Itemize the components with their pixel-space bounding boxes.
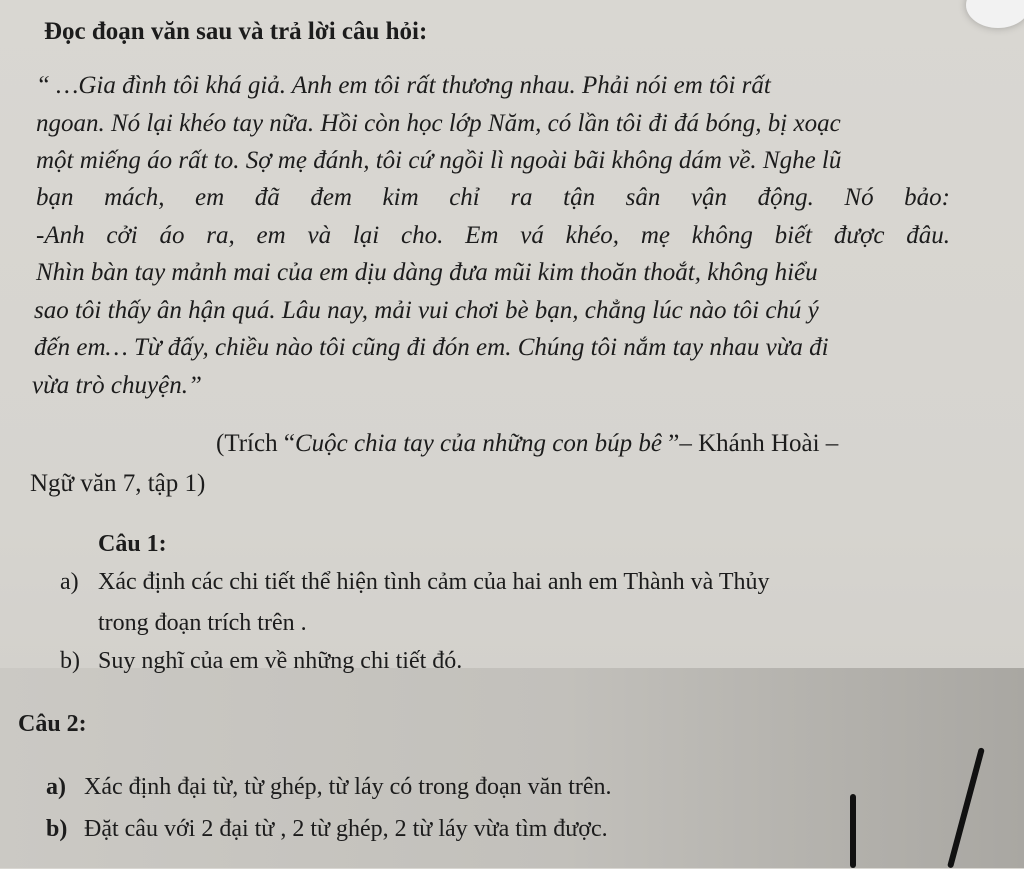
citation-line-2: Ngữ văn 7, tập 1) (30, 470, 206, 497)
passage-line-9: vừa trò chuyện.” (32, 372, 202, 399)
photo-corner-glare (966, 0, 1024, 28)
question-1a-continued: trong đoạn trích trên . (98, 610, 307, 636)
citation-prefix: (Trích “ (216, 430, 295, 457)
instruction-heading: Đọc đoạn văn sau và trả lời câu hỏi: (44, 18, 428, 45)
question-1a-label: a) (60, 569, 79, 595)
question-1-title: Câu 1: (98, 531, 167, 557)
question-1b-text: Suy nghĩ của em về những chi tiết đó. (98, 648, 463, 674)
question-1b-label: b) (60, 648, 80, 674)
question-1a (60, 569, 770, 596)
question-2a-text: Xác định đại từ, từ ghép, từ láy có trong đoạn văn trên. (84, 774, 612, 800)
passage-line-2: ngoan. Nó lại khéo tay nữa. Hồi còn học lớp Năm, có lần tôi đi đá bóng, bị xoạc (36, 110, 841, 137)
question-2a (46, 774, 612, 801)
pen-mark-vertical (850, 794, 856, 868)
question-1a-text: Xác định các chi tiết thể hiện tình cảm của hai anh em Thành và Thủy (98, 569, 770, 595)
question-2-title: Câu 2: (18, 711, 87, 737)
passage-line-5: -Anh cởi áo ra, em và lại cho. Em vá khéo, mẹ không biết được đâu. (36, 222, 950, 249)
passage-line-7: sao tôi thấy ân hận quá. Lâu nay, mải vui chơi bè bạn, chẳng lúc nào tôi chú ý (34, 297, 819, 324)
citation-line-1 (216, 430, 838, 458)
passage-line-4: bạn mách, em đã đem kim chỉ ra tận sân vận động. Nó bảo: (36, 184, 950, 211)
citation-suffix: ”– Khánh Hoài – (668, 430, 839, 457)
question-1b (60, 648, 462, 675)
passage-line-3: một miếng áo rất to. Sợ mẹ đánh, tôi cứ ngồi lì ngoài bãi không dám về. Nghe lũ (36, 147, 842, 174)
passage-line-8: đến em… Từ đấy, chiều nào tôi cũng đi đón em. Chúng tôi nắm tay nhau vừa đi (34, 334, 829, 361)
question-2b-text: Đặt câu với 2 đại từ , 2 từ ghép, 2 từ láy vừa tìm được. (84, 816, 608, 842)
question-2b (46, 816, 608, 843)
question-2b-label: b) (46, 816, 68, 842)
citation-title: Cuộc chia tay của những con búp bê (294, 430, 669, 457)
question-2a-label: a) (46, 774, 66, 800)
passage-line-6: Nhìn bàn tay mảnh mai của em dịu dàng đưa mũi kim thoăn thoắt, không hiểu (36, 259, 818, 286)
passage-line-1: “ …Gia đình tôi khá giả. Anh em tôi rất thương nhau. Phải nói em tôi rất (36, 72, 771, 99)
